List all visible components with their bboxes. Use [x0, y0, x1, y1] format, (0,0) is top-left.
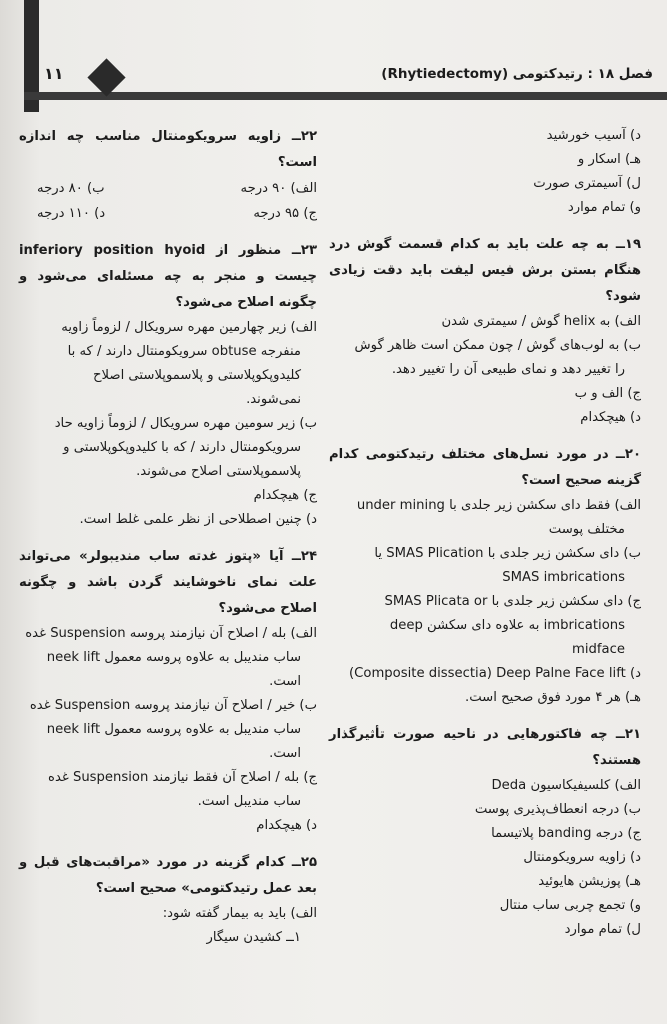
option-text: و) تمام موارد	[567, 200, 641, 215]
option-continuation: SMAS imbrications	[502, 570, 625, 585]
spacer	[329, 710, 641, 722]
option-continuation: سرویکومنتال دارند / که با کلیدوپکوپلاستی و	[63, 440, 301, 455]
option-text: الف) باید به بیمار گفته شود:	[162, 906, 317, 921]
option-text: ب) خیر / اصلاح آن نیازمند پروسه Suspension غده	[29, 698, 317, 713]
diamond-ornament-icon	[87, 58, 125, 96]
option-text: ج) درجه banding پلاتیسما	[491, 826, 641, 841]
option-continuation: است.	[269, 674, 301, 689]
question-text: ۲۰ــ در مورد نسل‌های مختلف رتیدکتومی کدام گزینه صحیح است؟	[329, 447, 641, 488]
question-text: ۲۲ــ زاویه سرویکومنتال مناسب چه اندازه است؟	[19, 129, 317, 170]
question-text: ۲۱ــ چه فاکتورهایی در ناحیه صورت تأثیرگذار هستند؟	[329, 727, 641, 768]
option-text: ب) به لوب‌های گوش / چون ممکن است ظاهر گوش	[354, 338, 641, 353]
header-rule	[24, 92, 667, 100]
option-continuation: منفرجه obtuse سرویکومنتال دارند / که با	[67, 344, 301, 359]
spacer	[19, 532, 317, 544]
option-text: ج) بله / اصلاح آن فقط نیازمند Suspension غده	[48, 770, 317, 785]
spacer	[19, 838, 317, 850]
option-continuation: نمی‌شوند.	[246, 392, 301, 407]
option-continuation: ۱ــ کشیدن سیگار	[206, 930, 301, 945]
option-text: هـ) اسکار و	[577, 152, 641, 167]
option-text: د) زاویه سرویکومنتال	[523, 850, 641, 865]
option-continuation: مختلف پوست	[548, 522, 625, 537]
option-text: ل) آسیمتری صورت	[533, 176, 641, 191]
option-text: و) تجمع چربی ساب منتال	[499, 898, 641, 913]
option-continuation: کلیدوپکوپلاستی و پلاسموپلاستی اصلاح	[92, 368, 301, 383]
option-pair	[19, 176, 317, 201]
option-continuation: ساب مندیبل به علاوه پروسه معمول neek lift	[46, 722, 301, 737]
question-text: ۲۴ــ آیا «پتوز غدته ساب مندیبولر» می‌تواند علت نمای ناخوشایند گردن باشد و چگونه اصلاح می‌شود؟	[19, 549, 317, 616]
spacer	[19, 226, 317, 238]
option-continuation: است.	[269, 746, 301, 761]
option-continuation: ساب مندیبل است.	[197, 794, 301, 809]
option-text: د) هیچکدام	[256, 818, 317, 833]
option-text: الف) کلسیفیکاسیون Deda	[491, 778, 641, 793]
question-text: ۲۳ــ منظور از inferiory position hyoid چیست و منجر به چه مسئله‌ای می‌شود و چگونه اصلاح می‌شود؟	[19, 243, 317, 310]
right-column	[329, 124, 641, 942]
option-text: الف) بله / اصلاح آن نیازمند پروسه Suspension غده	[25, 626, 317, 641]
option-text: ج) هیچکدام	[253, 488, 317, 503]
question-text: ۲۵ــ کدام گزینه در مورد «مراقبت‌های قبل و بعد عمل رتیدکتومی» صحیح است؟	[19, 855, 317, 896]
option-text: ج) الف و ب	[574, 386, 641, 401]
option-text: الف) فقط دای سکشن زیر جلدی با under mining	[356, 498, 641, 513]
question-text: ۱۹ــ به چه علت باید به کدام قسمت گوش درد هنگام بستن برش فیس لیفت باید دقت زیادی شود؟	[329, 237, 641, 304]
option-text: ب) ۸۰ درجه	[37, 181, 105, 196]
option-text: ب) دای سکشن زیر جلدی با SMAS Plication یا	[374, 546, 641, 561]
option-text: الف) زیر چهارمین مهره سرویکال / لزوماً زاویه	[61, 320, 317, 335]
option-text: د) آسیب خورشید	[546, 128, 641, 143]
left-column	[19, 124, 317, 950]
option-continuation: midface	[572, 642, 625, 657]
option-continuation: imbrications به علاوه دای سکشن deep	[389, 618, 625, 633]
page-number: ۱۱	[44, 64, 64, 83]
option-continuation: پلاسموپلاستی اصلاح می‌شوند.	[136, 464, 301, 479]
option-text: د) ۱۱۰ درجه	[37, 206, 106, 221]
option-text: الف) به helix گوش / سیمتری شدن	[441, 314, 641, 329]
option-text: هـ) هر ۴ مورد فوق صحیح است.	[465, 690, 641, 705]
option-text: د) هیچکدام	[580, 410, 641, 425]
option-text: ج) دای سکشن زیر جلدی با SMAS Plicata or	[384, 594, 641, 609]
option-text: ل) تمام موارد	[564, 922, 641, 937]
option-pair	[19, 201, 317, 226]
spacer	[329, 220, 641, 232]
spacer	[329, 430, 641, 442]
option-text: ب) درجه انعطاف‌پذیری پوست	[474, 802, 641, 817]
option-continuation: را تغییر دهد و نمای طبیعی آن را تغییر دهد.	[391, 362, 625, 377]
chapter-title: فصل ۱۸ : رتیدکتومی (Rhytiedectomy)	[381, 66, 653, 82]
option-text: هـ) پوزیشن هایوئید	[538, 874, 641, 889]
option-text: ب) زیر سومین مهره سرویکال / لزوماً زاویه حاد	[54, 416, 317, 431]
option-text: د) Composite dissectia) Deep Palne Face lift)	[349, 666, 641, 681]
option-text: الف) ۹۰ درجه	[240, 181, 317, 196]
option-text: ج) ۹۵ درجه	[253, 206, 317, 221]
option-text: د) چنین اصطلاحی از نظر علمی غلط است.	[79, 512, 317, 527]
option-continuation: ساب مندیبل به علاوه پروسه معمول neek lift	[46, 650, 301, 665]
